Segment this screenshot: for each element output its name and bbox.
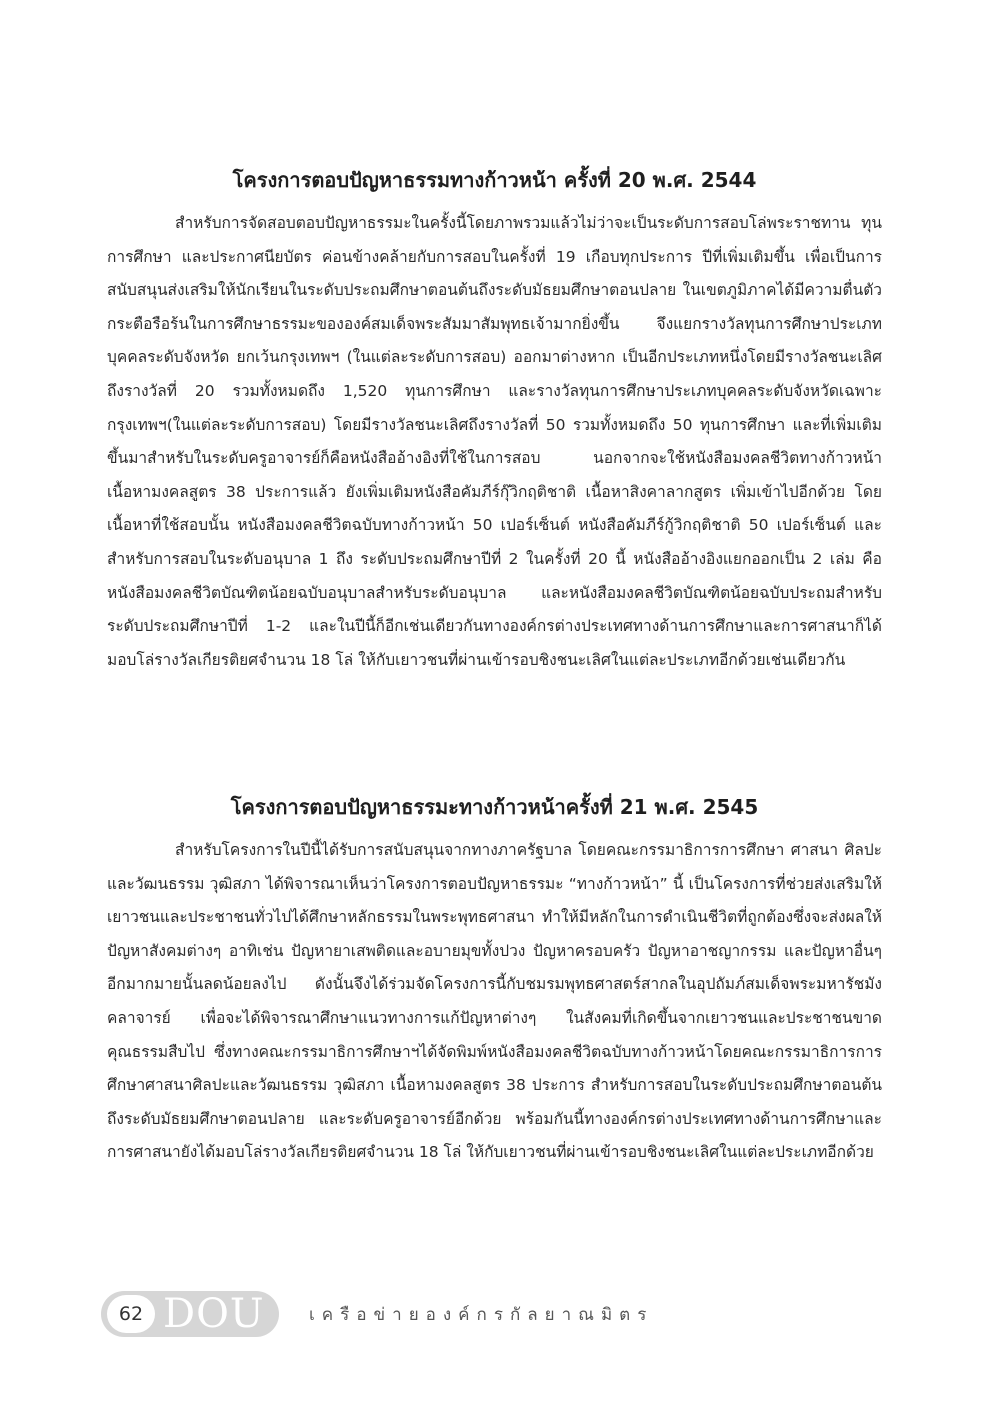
section-body: สำหรับการจัดสอบตอบปัญหาธรรมะในครั้งนี้โดยภาพรวมแล้วไม่ว่าจะเป็นระดับการสอบโล่พระราชทาน ทุนการศึกษา และประกาศนียบัตร ค่อนข้างคล้ายกับการสอบในครั้งที่ 19 เกือบทุกประการ ปีที่เพิ่มเติมขึ้น เพื่อเป็นการสนับสนุนส่งเสริมให้นักเรียนในระดับประถมศึกษาตอนต้นถึงระดับมัธยมศึกษาตอนปลาย ในเขตภูมิภาคได้มีความตื่นตัว กระตือรือร้นในการศึกษาธรรมะขององค์สมเด็จพระสัมมาสัมพุทธเจ้ามากยิ่งขึ้น จึงแยกรางวัลทุนการศึกษาประเภทบุคคลระดับจังหวัด ยกเว้นกรุงเทพฯ (ในแต่ละระดับการสอบ) ออกมาต่างหาก เป็นอีกประเภทหนึ่งโดยมีรางวัลชนะเลิศถึงรางวัลที่ 20 รวมทั้งหมดถึง 1,520 ทุนการศึกษา และรางวัลทุนการศึกษาประเภทบุคคลระดับจังหวัดเฉพาะกรุงเทพฯ(ในแต่ละระดับการสอบ) โดยมีรางวัลชนะเลิศถึงรางวัลที่ 50 รวมทั้งหมดถึง 50 ทุนการศึกษา และที่เพิ่มเติมขึ้นมาสำหรับในระดับครูอาจารย์ก็คือหนังสืออ้างอิงที่ใช้ในการสอบ นอกจากจะใช้หนังสือมงคลชีวิตทางก้าวหน้า เนื้อหามงคลสูตร 38 ประการแล้ว ยังเพิ่มเติมหนังสือคัมภีร์กุ๊วิกฤติชาติ เนื้อหาสิงคาลากสูตร เพิ่มเข้าไปอีกด้วย โดยเนื้อหาที่ใช้สอบนั้น หนังสือมงคลชีวิตฉบับทางก้าวหน้า 50 เปอร์เซ็นต์ หนังสือคัมภีร์กู้วิกฤติชาติ 50 เปอร์เซ็นต์ และสำหรับการสอบในระดับอนุบาล 1 ถึง ระดับประถมศึกษาปีที่ 2 ในครั้งที่ 20 นี้ หนังสืออ้างอิงแยกออกเป็น 2 เล่ม คือ หนังสือมงคลชีวิตบัณฑิตน้อยฉบับอนุบาลสำหรับระดับอนุบาล และหนังสือมงคลชีวิตบัณฑิตน้อยฉบับประถมสำหรับระดับประถมศึกษาปีที่ 1-2 และในปีนี้ก็อีกเช่นเดียวกันทางองค์กรต่างประเทศทางด้านการศึกษาและการศาสนาก็ได้มอบโล่รางวัลเกียรติยศจำนวน 18 โล่ ให้กับเยาวชนที่ผ่านเข้ารอบชิงชนะเลิศในแต่ละประเภทอีกด้วยเช่นเดียวกัน <box>107 214 882 669</box>
page-number: 62 <box>107 1295 155 1333</box>
dou-logo: DOU <box>163 1291 265 1337</box>
footer-tagline: เครือข่ายองค์กรกัลยาณมิตร <box>309 1304 654 1325</box>
section-project-20 <box>107 163 882 677</box>
section-heading: โครงการตอบปัญหาธรรมะทางก้าวหน้าครั้งที่ 21 พ.ศ. 2545 <box>230 795 759 819</box>
page-footer <box>101 1290 653 1338</box>
footer-badge <box>101 1291 279 1337</box>
section-body: สำหรับโครงการในปีนี้ได้รับการสนับสนุนจากทางภาครัฐบาล โดยคณะกรรมาธิการการศึกษา ศาสนา ศิลปะและวัฒนธรรม วุฒิสภา ได้พิจารณาเห็นว่าโครงการตอบปัญหาธรรมะ “ทางก้าวหน้า” นี้ เป็นโครงการที่ช่วยส่งเสริมให้เยาวชนและประชาชนทั่วไปได้ศึกษาหลักธรรมในพระพุทธศาสนา ทำให้มีหลักในการดำเนินชีวิตที่ถูกต้องซึ่งจะส่งผลให้ปัญหาสังคมต่างๆ อาทิเช่น ปัญหายาเสพติดและอบายมุขทั้งปวง ปัญหาครอบครัว ปัญหาอาชญากรรม และปัญหาอื่นๆ อีกมากมายนั้นลดน้อยลงไป ดังนั้นจึงได้ร่วมจัดโครงการนี้กับชมรมพุทธศาสตร์สากลในอุปถัมภ์สมเด็จพระมหารัชมังคลาจารย์ เพื่อจะได้พิจารณาศึกษาแนวทางการแก้ปัญหาต่างๆ ในสังคมที่เกิดขึ้นจากเยาวชนและประชาชนขาดคุณธรรมสืบไป ซึ่งทางคณะกรรมาธิการศึกษาฯได้จัดพิมพ์หนังสือมงคลชีวิตฉบับทางก้าวหน้าโดยคณะกรรมาธิการการศึกษาศาสนาศิลปะและวัฒนธรรม วุฒิสภา เนื้อหามงคลสูตร 38 ประการ สำหรับการสอบในระดับประถมศึกษาตอนต้นถึงระดับมัธยมศึกษาตอนปลาย และระดับครูอาจารย์อีกด้วย พร้อมกันนี้ทางองค์กรต่างประเทศทางด้านการศึกษาและการศาสนายังได้มอบโล่รางวัลเกียรติยศจำนวน 18 โล่ ให้กับเยาวชนที่ผ่านเข้ารอบชิงชนะเลิศในแต่ละประเภทอีกด้วย <box>107 841 882 1162</box>
section-project-21 <box>107 790 882 1170</box>
section-heading: โครงการตอบปัญหาธรรมทางก้าวหน้า ครั้งที่ 20 พ.ศ. 2544 <box>232 168 757 192</box>
